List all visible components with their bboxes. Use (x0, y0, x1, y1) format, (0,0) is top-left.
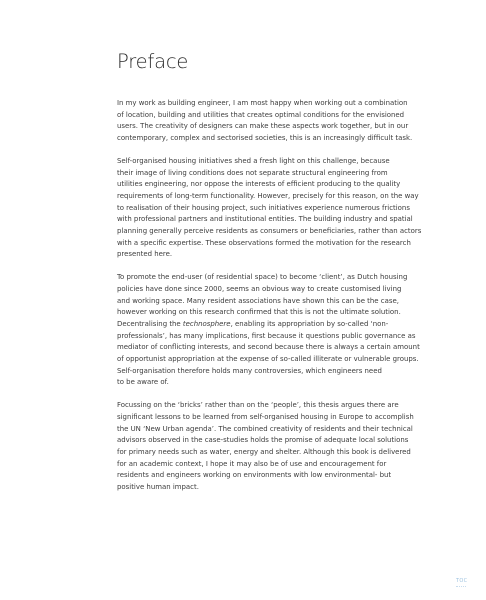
toc-link[interactable] (456, 578, 467, 587)
text-line: and working space. Many resident associations have shown this can be the case, (117, 296, 399, 305)
paragraph-3 (117, 272, 447, 389)
text-line: their image of living conditions does not separate structural engineering from (117, 168, 388, 177)
page-title: Preface (117, 50, 189, 73)
emphasis-technosphere: technosphere (182, 319, 231, 328)
text-line: mediator of conflicting interests, and second because there is always a certain amount (117, 343, 420, 352)
text-line: positive human impact. (117, 483, 199, 492)
paragraph-4 (117, 400, 447, 494)
text-line: of opportunist appropriation at the expense of so-called illiterate or vulnerable groups. (117, 355, 419, 364)
text-line: Self-organised housing initiatives shed a fresh light on this challenge, because (117, 156, 390, 165)
preface-body (117, 98, 447, 505)
text-line: planning generally perceive residents as consumers or beneficiaries, rather than actors (117, 227, 422, 236)
text-line: advisors observed in the case-studies holds the promise of adequate local solutions (117, 436, 409, 445)
paragraph-2 (117, 156, 447, 261)
text-line: policies have done since 2000, seems an obvious way to create customised living (117, 284, 402, 293)
text-line: of location, building and utilities that creates optimal conditions for the envisioned (117, 110, 405, 119)
paragraph-1 (117, 98, 447, 145)
text-line: Self-organisation therefore holds many controversies, which engineers need (117, 366, 382, 375)
text-line: the UN ‘New Urban agenda’. The combined creativity of residents and their technical (117, 424, 413, 433)
text-line: contemporary, complex and sectorised societies, this is an increasingly difficult task. (117, 134, 413, 143)
text-line: professionals’, has many implications, first because it questions public governance as (117, 331, 416, 340)
text-segment: , enabling its appropriation by so-called ‘non- (230, 319, 389, 328)
text-line: users. The creativity of designers can make these aspects work together, but in our (117, 122, 409, 131)
text-line: residents and engineers working on environments with low environmental- but (117, 471, 392, 480)
text-line-with-emphasis (117, 319, 447, 331)
toc-link-underline (456, 586, 466, 587)
toc-link-label: TOC (456, 578, 468, 584)
text-line: to realisation of their housing project, such initiatives experience numerous frictions (117, 203, 410, 212)
text-line: presented here. (117, 250, 173, 259)
text-line: utilities engineering, nor oppose the interests of efficient producing to the quality (117, 180, 401, 189)
text-line: significant lessons to be learned from self-organised housing in Europe to accomplish (117, 412, 414, 421)
text-line: In my work as building engineer, I am most happy when working out a combination (117, 99, 408, 107)
text-line: with professional partners and institutional entities. The building industry and spatial (117, 215, 413, 224)
text-line: to be aware of. (117, 378, 169, 387)
text-line: for primary needs such as water, energy and shelter. Although this book is delivered (117, 447, 411, 456)
text-line: for an academic context, I hope it may also be of use and encouragement for (117, 459, 387, 468)
text-line: with a specific expertise. These observations formed the motivation for the research (117, 238, 411, 247)
text-line: To promote the end-user (of residential space) to become ‘client’, as Dutch housing (117, 273, 408, 282)
text-line: however working on this research confirmed that this is not the ultimate solution. (117, 308, 401, 317)
text-line: requirements of long-term functionality. However, precisely for this reason, on the way (117, 191, 419, 200)
text-segment: Decentralising the (117, 319, 183, 328)
text-line: Focussing on the ‘bricks’ rather than on the ‘people’, this thesis argues there are (117, 401, 399, 410)
